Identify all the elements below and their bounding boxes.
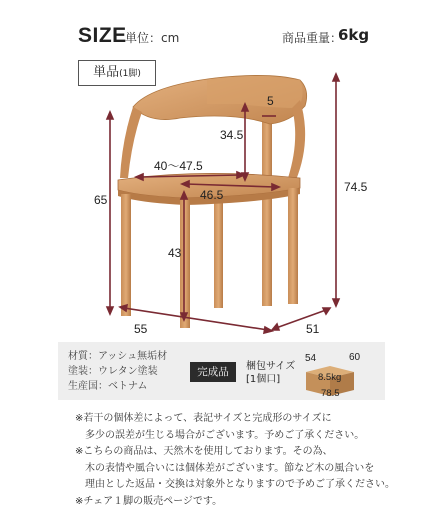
dim-height: 74.5	[344, 180, 368, 194]
arm-height-arrow-head-top	[107, 112, 113, 119]
note-line: ※こちらの商品は、天然木を使用しております。その為、	[75, 446, 333, 457]
backrest-panel	[207, 77, 303, 109]
back-right-leg	[288, 188, 298, 304]
note-line: 多少の誤差が生じる場合がございます。予めご了承ください。	[75, 429, 365, 441]
depth-arrow-head-left	[272, 324, 279, 330]
dim-depth: 51	[306, 322, 320, 336]
rear-right-leg	[262, 118, 272, 306]
dim-arm-height: 65	[94, 193, 108, 207]
spec-origin: 生産国：ベトナム	[68, 381, 148, 392]
dim-seat-width: 40〜47.5	[154, 159, 203, 173]
assembled-badge: 完成品	[190, 362, 236, 382]
weight-label: 商品重量：	[282, 31, 343, 45]
note-line: 木の表情や風合いには個体差がございます。節など木の風合いを	[75, 462, 375, 474]
dim-width: 55	[134, 322, 148, 336]
width-arrow-head-right	[264, 327, 272, 333]
spec-finish: 塗装：ウレタン塗装	[68, 366, 158, 377]
single-unit-sub: (1脚)	[119, 69, 141, 79]
dim-seat-height: 43	[168, 246, 182, 260]
package-size-block	[246, 360, 295, 386]
unit-label: 単位：cm	[125, 31, 180, 45]
package-dim-a: 54	[305, 353, 317, 364]
front-right-leg	[180, 200, 190, 328]
depth-arrow-head-right	[323, 308, 330, 314]
size-heading: SIZE	[78, 24, 127, 47]
package-count: [1個口]	[246, 374, 281, 385]
height-arrow-head-bottom	[333, 299, 339, 306]
note-line: 理由とした返品・交換は対象外となりますので予めご了承ください。	[75, 479, 395, 490]
arm-height-arrow-head-bottom	[107, 307, 113, 314]
package-weight: 8.5kg	[318, 372, 342, 383]
dim-back-height: 34.5	[220, 128, 244, 142]
dim-back-thickness: 5	[267, 94, 274, 108]
spec-material: 材質：アッシュ無垢材	[68, 351, 168, 362]
notes	[75, 411, 395, 510]
package-size-title: 梱包サイズ	[246, 361, 296, 372]
weight-value: 6kg	[338, 26, 370, 44]
package-dim-b: 60	[349, 352, 361, 363]
package-dim-c: 78.5	[321, 388, 340, 399]
front-left-leg	[121, 194, 131, 316]
dim-seat-depth: 46.5	[200, 188, 224, 202]
left-arm	[120, 107, 142, 178]
single-unit-label: 単品	[93, 65, 120, 80]
note-line: ※チェア１脚の販売ページです。	[75, 495, 223, 507]
rear-left-leg	[214, 190, 223, 308]
height-arrow-head-top	[333, 74, 339, 81]
note-line: ※若干の個体差によって、表記サイズと完成形のサイズに	[75, 413, 332, 424]
